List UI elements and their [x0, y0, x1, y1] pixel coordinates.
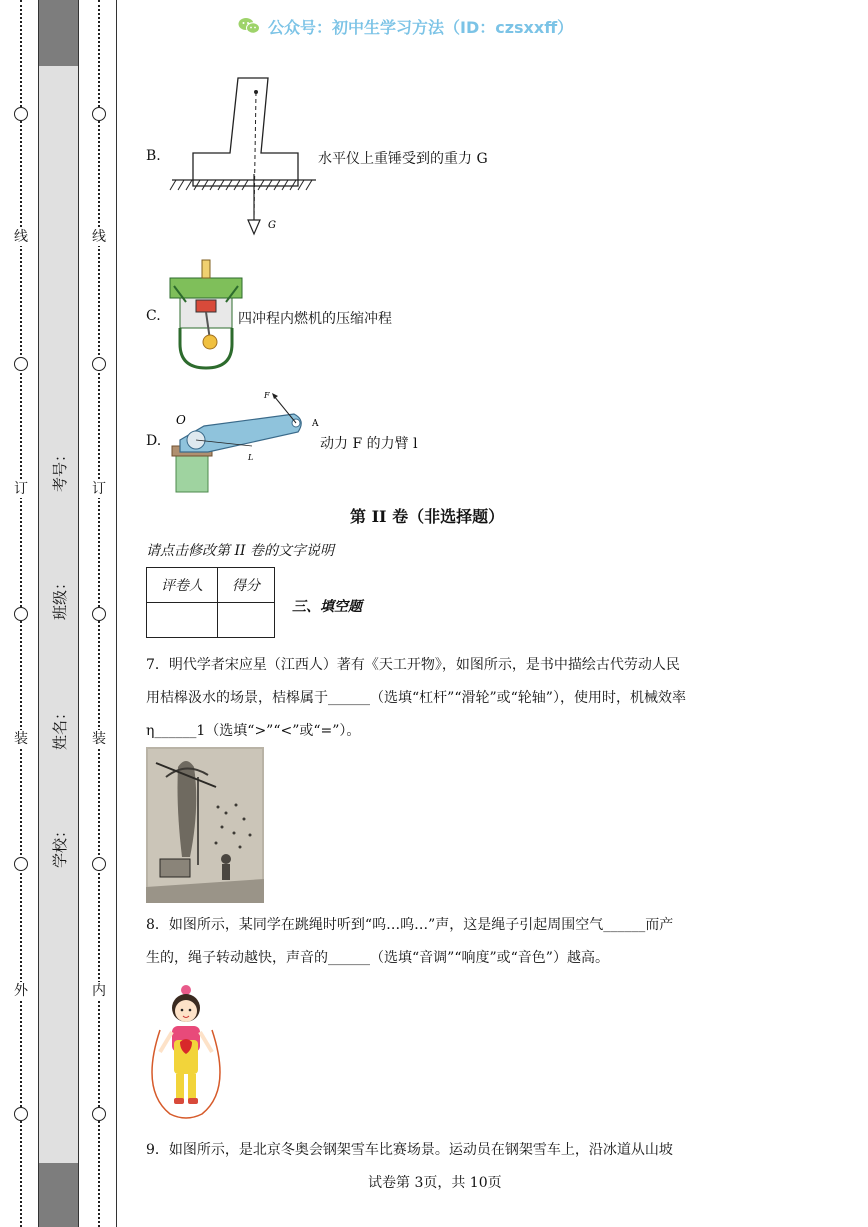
inner-mark-zhuang: 装: [92, 731, 106, 747]
score-cell-score[interactable]: [218, 603, 275, 638]
q8-line-1: 8．如图所示，某同学在跳绳时听到“呜…呜…”声，这是绳子引起周围空气______而产: [146, 917, 674, 933]
option-c-engine-figure: [166, 256, 246, 374]
part-title: 三、填空题: [292, 599, 362, 615]
score-header-score: 得分: [218, 568, 275, 603]
watermark-header: [238, 12, 608, 40]
score-table: [146, 567, 275, 638]
inner-circle-mark: [92, 607, 106, 621]
section-title: 第 II 卷（非选择题）: [350, 507, 505, 526]
outer-circle-mark: [14, 1107, 28, 1121]
outer-mark-wai: 外: [14, 983, 28, 999]
inner-mark-xian: 线: [92, 229, 106, 245]
score-header-grader: 评卷人: [147, 568, 218, 603]
inner-circle-mark: [92, 357, 106, 371]
field-school: 学校：: [51, 822, 69, 868]
outer-circle-mark: [14, 357, 28, 371]
option-b-figure: [168, 74, 320, 242]
option-c-letter: C.: [146, 308, 161, 324]
gravity-label: G: [268, 220, 276, 231]
option-d-text: 动力 F 的力臂 l: [320, 436, 418, 452]
inner-circle-mark: [92, 1107, 106, 1121]
page-footer: 试卷第 3页，共 10页: [368, 1175, 502, 1191]
outer-circle-mark: [14, 607, 28, 621]
option-b-letter: B.: [146, 148, 161, 164]
q9-line-1: 9．如图所示，是北京冬奥会钢架雪车比赛场景。运动员在钢架雪车上，沿冰道从山坡: [146, 1142, 673, 1158]
field-class: 班级：: [51, 574, 69, 620]
q8-jump-rope-girl-illustration: [148, 980, 224, 1122]
score-cell-grader[interactable]: [147, 603, 218, 638]
force-label: F: [264, 391, 270, 400]
q7-line-1: 7．明代学者宋应星（江西人）著有《天工开物》，如图所示，是书中描绘古代劳动人民: [146, 657, 680, 673]
pivot-label: O: [176, 413, 186, 427]
strip-left-rule: [38, 0, 39, 1227]
inner-mark-nei: 内: [92, 983, 106, 999]
wechat-icon: [238, 17, 260, 35]
option-c-text: 四冲程内燃机的压缩冲程: [238, 311, 392, 327]
outer-circle-mark: [14, 107, 28, 121]
strip-right-rule: [78, 0, 79, 1227]
inner-circle-mark: [92, 857, 106, 871]
q7-well-sweep-illustration: [146, 747, 264, 903]
q7-line-3: η______1（选填“>”“<”或“=”）。: [146, 723, 361, 739]
outer-mark-xian: 线: [14, 229, 28, 245]
watermark-text: 公众号：初中生学习方法（ID：czsxxff）: [268, 17, 574, 37]
field-name: 姓名：: [51, 704, 69, 750]
q7-line-2: 用桔槔汲水的场景，桔槔属于______（选填“杠杆”“滑轮”或“轮轴”），使用时，机械效率: [146, 690, 686, 706]
option-d-lever-figure: [168, 388, 320, 494]
outer-mark-ding: 订: [14, 481, 28, 497]
margin-border-rule: [116, 0, 117, 1227]
outer-circle-mark: [14, 857, 28, 871]
point-a-label: A: [312, 419, 319, 429]
inner-circle-mark: [92, 107, 106, 121]
section-instruction[interactable]: 请点击修改第 II 卷的文字说明: [146, 543, 334, 559]
option-b-text: 水平仪上重锤受到的重力 G: [318, 151, 488, 167]
q8-line-2: 生的，绳子转动越快，声音的______（选填“音调”“响度”或“音色”）越高。: [146, 950, 609, 966]
arm-label: L: [248, 453, 254, 462]
field-exam-number: 考号：: [51, 446, 69, 492]
binding-strip-bottom: [38, 1163, 78, 1227]
outer-mark-zhuang: 装: [14, 731, 28, 747]
option-d-letter: D.: [146, 433, 162, 449]
inner-mark-ding: 订: [92, 481, 106, 497]
binding-strip-top: [38, 0, 78, 66]
